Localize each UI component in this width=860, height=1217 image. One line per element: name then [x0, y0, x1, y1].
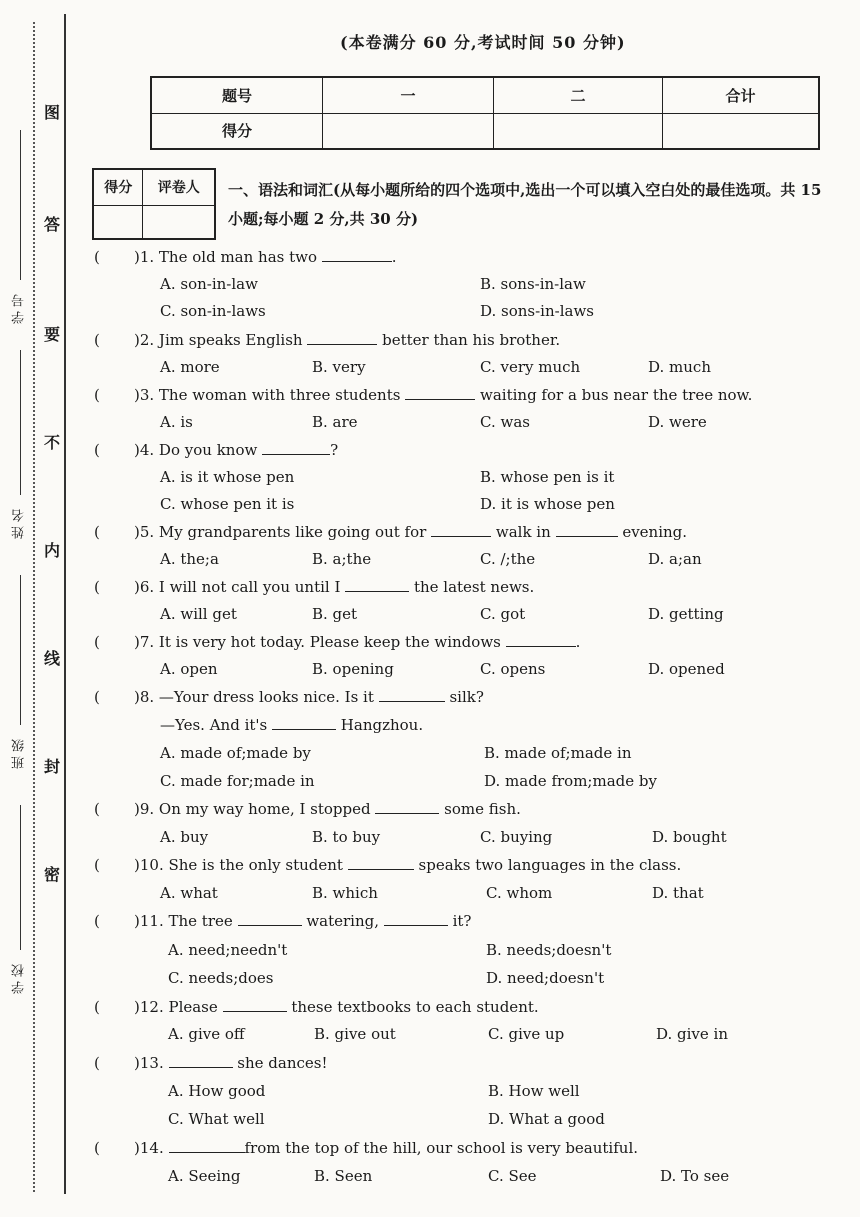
option: A. son-in-law	[160, 275, 258, 293]
seal-char: 要	[44, 325, 61, 344]
seal-char: 内	[44, 541, 61, 560]
blank	[556, 523, 618, 537]
option: C. got	[480, 605, 526, 623]
stem-text: )8. —Your dress looks nice. Is it	[134, 688, 374, 706]
question-stem	[134, 800, 521, 818]
grader-score-label: 得分	[93, 169, 143, 205]
question-stem	[134, 578, 534, 596]
exam-note: (本卷满分 60 分,考试时间 50 分钟)	[340, 33, 626, 52]
stem-text: )11. The tree	[134, 912, 233, 930]
stem-text: .	[575, 633, 581, 651]
blank	[345, 578, 409, 592]
answer-paren: (	[94, 331, 100, 349]
option: B. are	[312, 413, 358, 431]
blank	[405, 386, 475, 400]
class-label: 班级	[12, 735, 27, 769]
blank	[322, 248, 392, 262]
school-line	[20, 805, 21, 950]
score-table	[150, 76, 820, 150]
option: A. made of;made by	[160, 744, 311, 762]
option: C. give up	[488, 1025, 565, 1043]
option: A. Seeing	[168, 1167, 241, 1185]
blank	[431, 523, 491, 537]
student-id-label: 学号	[12, 290, 27, 324]
option: B. to buy	[312, 828, 381, 846]
answer-paren: (	[94, 441, 100, 459]
blank	[375, 800, 439, 814]
option: D. opened	[648, 660, 725, 678]
blank	[169, 1054, 233, 1068]
stem-text: silk?	[449, 688, 484, 706]
option: B. opening	[312, 660, 394, 678]
seal-char: 不	[44, 433, 61, 452]
option: C. whose pen it is	[160, 495, 295, 513]
option: C. /;the	[480, 550, 536, 568]
answer-paren: (	[94, 688, 100, 706]
option: D. sons-in-laws	[480, 302, 594, 320]
seal-char: 封	[44, 757, 61, 776]
answer-paren: (	[94, 633, 100, 651]
option: D. getting	[648, 605, 724, 623]
option: D. were	[648, 413, 707, 431]
seal-char: 答	[44, 215, 61, 234]
name-line	[20, 350, 21, 495]
question-stem-line2	[160, 716, 423, 734]
school-label: 学校	[12, 960, 27, 994]
option: A. is	[160, 413, 193, 431]
score-cell: 题号	[151, 77, 323, 113]
student-id-line	[20, 130, 21, 280]
blank	[272, 716, 336, 730]
question-stem	[134, 386, 752, 404]
option: D. give in	[656, 1025, 729, 1043]
stem-text: walk in	[495, 523, 551, 541]
blank	[223, 998, 287, 1012]
option: C. See	[488, 1167, 537, 1185]
blank	[238, 912, 302, 926]
grader-box	[92, 168, 216, 240]
option: D. it is whose pen	[480, 495, 615, 513]
score-cell	[323, 113, 494, 149]
seal-char: 密	[44, 865, 61, 884]
option: C. son-in-laws	[160, 302, 266, 320]
option: C. needs;does	[168, 969, 274, 987]
stem-text: she dances!	[237, 1054, 328, 1072]
blank	[384, 912, 448, 926]
answer-paren: (	[94, 248, 100, 266]
answer-paren: (	[94, 856, 100, 874]
stem-text: )9. On my way home, I stopped	[134, 800, 371, 818]
stem-text: watering,	[306, 912, 379, 930]
question-stem	[134, 331, 560, 349]
stem-text: it?	[452, 912, 472, 930]
option: D. made from;made by	[484, 772, 657, 790]
stem-text: waiting for a bus near the tree now.	[480, 386, 753, 404]
option: D. What a good	[488, 1110, 605, 1128]
score-cell: 得分	[151, 113, 323, 149]
stem-text: speaks two languages in the class.	[418, 856, 682, 874]
option: B. made of;made in	[484, 744, 632, 762]
stem-text: Hangzhou.	[340, 716, 424, 734]
blank	[307, 331, 377, 345]
stem-text: )6. I will not call you until I	[134, 578, 341, 596]
option: B. very	[312, 358, 366, 376]
option: C. made for;made in	[160, 772, 315, 790]
stem-text: )4. Do you know	[134, 441, 258, 459]
question-stem	[134, 856, 681, 874]
question-stem	[134, 441, 338, 459]
stem-text: )3. The woman with three students	[134, 386, 401, 404]
stem-text: —Yes. And it's	[160, 716, 268, 734]
option: A. need;needn't	[168, 941, 288, 959]
option: B. Seen	[314, 1167, 373, 1185]
option: C. opens	[480, 660, 546, 678]
option: A. more	[160, 358, 220, 376]
question-stem	[134, 523, 687, 541]
stem-text: these textbooks to each student.	[291, 998, 539, 1016]
option: A. what	[160, 884, 218, 902]
blank	[506, 633, 576, 647]
option: D. To see	[660, 1167, 730, 1185]
score-cell	[494, 113, 663, 149]
stem-text: better than his brother.	[382, 331, 561, 349]
stem-text: )14.	[134, 1139, 164, 1157]
option: B. get	[312, 605, 358, 623]
question-stem	[134, 1139, 638, 1157]
answer-paren: (	[94, 1139, 100, 1157]
option: A. will get	[160, 605, 237, 623]
option: A. the;a	[160, 550, 219, 568]
option: C. very much	[480, 358, 581, 376]
class-line	[20, 575, 21, 725]
option: B. give out	[314, 1025, 396, 1043]
answer-paren: (	[94, 912, 100, 930]
option: D. much	[648, 358, 711, 376]
question-stem	[134, 248, 397, 266]
blank	[379, 688, 445, 702]
score-cell	[663, 113, 820, 149]
stem-text: .	[391, 248, 397, 266]
answer-paren: (	[94, 998, 100, 1016]
blank	[262, 441, 330, 455]
stem-text: the latest news.	[413, 578, 535, 596]
stem-text: )13.	[134, 1054, 164, 1072]
answer-paren: (	[94, 386, 100, 404]
stem-text: )10. She is the only student	[134, 856, 343, 874]
option: C. whom	[486, 884, 553, 902]
stem-text: evening.	[622, 523, 688, 541]
question-stem	[134, 998, 539, 1016]
option: C. buying	[480, 828, 553, 846]
score-cell: 二	[494, 77, 663, 113]
stem-text: )12. Please	[134, 998, 218, 1016]
option: A. How good	[168, 1082, 266, 1100]
stem-text: )7. It is very hot today. Please keep the windows	[134, 633, 501, 651]
binding-dotted-line	[33, 22, 35, 1192]
grader-reviewer-label: 评卷人	[143, 169, 215, 205]
binding-solid-line	[64, 14, 66, 1194]
stem-text: )2. Jim speaks English	[134, 331, 303, 349]
option: B. How well	[488, 1082, 580, 1100]
option: C. was	[480, 413, 530, 431]
name-label: 姓名	[12, 505, 27, 539]
option: D. that	[652, 884, 704, 902]
option: D. need;doesn't	[486, 969, 605, 987]
section-title: 一、语法和词汇(从每小题所给的四个选项中,选出一个可以填入空白处的最佳选项。共 15 小题;每小题 2 分,共 30 分)	[228, 181, 822, 228]
question-stem	[134, 688, 484, 706]
blank	[348, 856, 414, 870]
option: D. bought	[652, 828, 727, 846]
answer-paren: (	[94, 523, 100, 541]
option: B. needs;doesn't	[486, 941, 612, 959]
stem-text: from the top of the hill, our school is very beautiful.	[244, 1139, 639, 1157]
stem-text: )1. The old man has two	[134, 248, 318, 266]
question-stem	[134, 1054, 328, 1072]
seal-char: 线	[44, 649, 61, 668]
grader-cell	[93, 205, 143, 239]
option: B. whose pen is it	[480, 468, 615, 486]
option: A. give off	[168, 1025, 245, 1043]
score-cell: 一	[323, 77, 494, 113]
grader-cell	[143, 205, 215, 239]
blank	[169, 1139, 245, 1153]
option: B. which	[312, 884, 378, 902]
stem-text: )5. My grandparents like going out for	[134, 523, 427, 541]
option: C. What well	[168, 1110, 265, 1128]
option: B. a;the	[312, 550, 372, 568]
option: A. is it whose pen	[160, 468, 295, 486]
stem-text: some fish.	[444, 800, 521, 818]
answer-paren: (	[94, 578, 100, 596]
option: D. a;an	[648, 550, 702, 568]
answer-paren: (	[94, 1054, 100, 1072]
option: B. sons-in-law	[480, 275, 586, 293]
answer-paren: (	[94, 800, 100, 818]
stem-text: ?	[330, 441, 339, 459]
question-stem	[134, 912, 471, 930]
option: A. buy	[160, 828, 209, 846]
option: A. open	[160, 660, 218, 678]
question-stem	[134, 633, 580, 651]
seal-char: 图	[44, 103, 61, 122]
score-cell: 合计	[663, 77, 820, 113]
